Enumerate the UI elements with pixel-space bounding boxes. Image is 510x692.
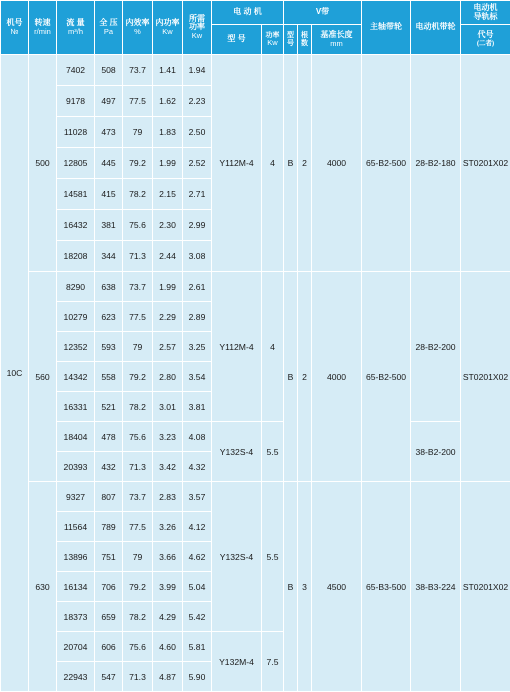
efficiency-cell: 79.2 [123, 572, 153, 602]
rail-code-cell: ST0201X02 [461, 272, 510, 482]
flow-cell: 16432 [57, 210, 95, 241]
pressure-cell: 547 [95, 662, 123, 692]
efficiency-cell: 71.3 [123, 452, 153, 482]
pressure-cell: 623 [95, 302, 123, 332]
col-header-internal-power [153, 1, 183, 55]
internal-power-cell: 1.41 [153, 55, 183, 86]
motor-pulley-cell: 28-B2-180 [411, 55, 461, 272]
pressure-cell: 606 [95, 632, 123, 662]
efficiency-cell: 73.7 [123, 55, 153, 86]
col-header-motor-power [262, 25, 284, 55]
required-power-cell: 3.08 [183, 241, 212, 272]
col-header-efficiency-label: 内效率 [126, 18, 150, 27]
flow-cell: 14581 [57, 179, 95, 210]
required-power-cell: 5.90 [183, 662, 212, 692]
col-header-pressure [95, 1, 123, 55]
main-pulley-cell: 65-B2-500 [362, 272, 411, 482]
internal-power-cell: 3.99 [153, 572, 183, 602]
efficiency-cell: 79 [123, 117, 153, 148]
col-header-rail-code-label: 代号 [478, 30, 494, 39]
flow-cell: 14342 [57, 362, 95, 392]
table-row [1, 422, 510, 452]
pressure-cell: 508 [95, 55, 123, 86]
internal-power-cell: 2.83 [153, 482, 183, 512]
col-header-speed-unit: r/min [34, 27, 51, 36]
flow-cell: 22943 [57, 662, 95, 692]
col-group-rail [461, 1, 510, 25]
col-group-vbelt: V带 [284, 1, 362, 25]
internal-power-cell: 1.99 [153, 272, 183, 302]
required-power-cell: 2.23 [183, 86, 212, 117]
col-header-motor-power-label: 功率 [266, 32, 280, 39]
flow-cell: 7402 [57, 55, 95, 86]
col-header-main-pulley: 主轴带轮 [362, 1, 411, 55]
flow-cell: 18373 [57, 602, 95, 632]
motor-model-cell: Y112M-4 [212, 55, 262, 272]
speed-cell: 500 [29, 55, 57, 272]
col-header-belt-type-label-1: 型 [287, 32, 294, 39]
col-header-model [1, 1, 29, 55]
flow-cell: 11028 [57, 117, 95, 148]
pressure-cell: 593 [95, 332, 123, 362]
belt-count-cell: 3 [298, 482, 312, 692]
col-header-belt-count [298, 25, 312, 55]
required-power-cell: 2.50 [183, 117, 212, 148]
internal-power-cell: 2.57 [153, 332, 183, 362]
pressure-cell: 558 [95, 362, 123, 392]
required-power-cell: 2.99 [183, 210, 212, 241]
col-header-motor-pulley: 电动机带轮 [411, 1, 461, 55]
internal-power-cell: 2.15 [153, 179, 183, 210]
motor-pulley-cell: 38-B3-224 [411, 482, 461, 692]
efficiency-cell: 79.2 [123, 148, 153, 179]
pressure-cell: 659 [95, 602, 123, 632]
col-header-model-label: 机号 [7, 18, 23, 27]
internal-power-cell: 4.87 [153, 662, 183, 692]
col-header-belt-count-label-2: 数 [301, 40, 308, 47]
efficiency-cell: 78.2 [123, 602, 153, 632]
required-power-cell: 4.12 [183, 512, 212, 542]
rail-code-cell: ST0201X02 [461, 482, 510, 692]
flow-cell: 12805 [57, 148, 95, 179]
efficiency-cell: 78.2 [123, 392, 153, 422]
pressure-cell: 751 [95, 542, 123, 572]
flow-cell: 18208 [57, 241, 95, 272]
efficiency-cell: 73.7 [123, 482, 153, 512]
internal-power-cell: 2.44 [153, 241, 183, 272]
required-power-cell: 2.89 [183, 302, 212, 332]
col-header-belt-count-label-1: 根 [301, 32, 308, 39]
belt-count-cell: 2 [298, 55, 312, 272]
pressure-cell: 706 [95, 572, 123, 602]
col-group-motor: 电 动 机 [212, 1, 284, 25]
flow-cell: 13896 [57, 542, 95, 572]
internal-power-cell: 1.62 [153, 86, 183, 117]
required-power-cell: 2.52 [183, 148, 212, 179]
efficiency-cell: 79 [123, 542, 153, 572]
col-header-motor-power-unit: Kw [267, 38, 277, 47]
pressure-cell: 473 [95, 117, 123, 148]
flow-cell: 9178 [57, 86, 95, 117]
table-row [1, 272, 510, 302]
efficiency-cell: 75.6 [123, 422, 153, 452]
speed-cell: 560 [29, 272, 57, 482]
flow-cell: 9327 [57, 482, 95, 512]
col-header-speed [29, 1, 57, 55]
pressure-cell: 445 [95, 148, 123, 179]
speed-cell: 630 [29, 482, 57, 692]
required-power-cell: 3.25 [183, 332, 212, 362]
internal-power-cell: 3.42 [153, 452, 183, 482]
main-pulley-cell: 65-B3-500 [362, 482, 411, 692]
belt-type-cell: B [284, 272, 298, 482]
col-header-belt-length-unit: mm [330, 39, 343, 48]
col-header-efficiency [123, 1, 153, 55]
required-power-cell: 3.81 [183, 392, 212, 422]
belt-count-cell: 2 [298, 272, 312, 482]
efficiency-cell: 75.6 [123, 632, 153, 662]
col-header-internal-power-unit: Kw [162, 27, 172, 36]
motor-power-cell: 5.5 [262, 422, 284, 482]
col-header-belt-type-label-2: 号 [287, 40, 294, 47]
efficiency-cell: 79 [123, 332, 153, 362]
col-header-rail-code [461, 25, 510, 55]
col-header-belt-length [312, 25, 362, 55]
efficiency-cell: 73.7 [123, 272, 153, 302]
col-header-required-power-unit: Kw [192, 31, 202, 40]
pressure-cell: 789 [95, 512, 123, 542]
col-header-required-power [183, 1, 212, 55]
internal-power-cell: 4.60 [153, 632, 183, 662]
pressure-cell: 381 [95, 210, 123, 241]
table-row [1, 55, 510, 86]
col-header-model-unit: № [10, 27, 18, 36]
motor-pulley-cell: 28-B2-200 [411, 272, 461, 422]
belt-length-cell: 4000 [312, 272, 362, 482]
col-header-flow-unit: m³/h [68, 27, 83, 36]
efficiency-cell: 77.5 [123, 302, 153, 332]
main-pulley-cell: 65-B2-500 [362, 55, 411, 272]
internal-power-cell: 2.80 [153, 362, 183, 392]
motor-model-cell: Y112M-4 [212, 272, 262, 422]
motor-model-cell: Y132S-4 [212, 422, 262, 482]
motor-model-cell: Y132M-4 [212, 632, 262, 692]
efficiency-cell: 71.3 [123, 662, 153, 692]
flow-cell: 20704 [57, 632, 95, 662]
col-header-internal-power-label: 内功率 [156, 18, 180, 27]
pressure-cell: 807 [95, 482, 123, 512]
col-header-required-power-label-2: 功率 [189, 22, 205, 31]
efficiency-cell: 75.6 [123, 210, 153, 241]
pressure-cell: 415 [95, 179, 123, 210]
flow-cell: 12352 [57, 332, 95, 362]
flow-cell: 20393 [57, 452, 95, 482]
pressure-cell: 521 [95, 392, 123, 422]
flow-cell: 10279 [57, 302, 95, 332]
efficiency-cell: 77.5 [123, 86, 153, 117]
rail-code-cell: ST0201X02 [461, 55, 510, 272]
col-group-rail-label-1: 电动机 [474, 3, 498, 12]
pressure-cell: 344 [95, 241, 123, 272]
col-header-flow [57, 1, 95, 55]
internal-power-cell: 1.83 [153, 117, 183, 148]
motor-model-cell: Y132S-4 [212, 482, 262, 632]
required-power-cell: 2.71 [183, 179, 212, 210]
required-power-cell: 5.04 [183, 572, 212, 602]
col-header-belt-type [284, 25, 298, 55]
efficiency-cell: 78.2 [123, 179, 153, 210]
flow-cell: 16331 [57, 392, 95, 422]
required-power-cell: 1.94 [183, 55, 212, 86]
flow-cell: 11564 [57, 512, 95, 542]
internal-power-cell: 1.99 [153, 148, 183, 179]
col-header-rail-code-note: (二者) [477, 40, 494, 47]
pressure-cell: 497 [95, 86, 123, 117]
motor-power-cell: 5.5 [262, 482, 284, 632]
required-power-cell: 2.61 [183, 272, 212, 302]
internal-power-cell: 3.26 [153, 512, 183, 542]
belt-type-cell: B [284, 55, 298, 272]
motor-power-cell: 7.5 [262, 632, 284, 692]
required-power-cell: 4.08 [183, 422, 212, 452]
internal-power-cell: 3.66 [153, 542, 183, 572]
motor-power-cell: 4 [262, 55, 284, 272]
table-row [1, 482, 510, 512]
internal-power-cell: 2.30 [153, 210, 183, 241]
required-power-cell: 5.81 [183, 632, 212, 662]
required-power-cell: 5.42 [183, 602, 212, 632]
flow-cell: 18404 [57, 422, 95, 452]
col-header-efficiency-unit: % [134, 27, 141, 36]
col-header-required-power-label-1: 所需 [189, 14, 205, 23]
pressure-cell: 638 [95, 272, 123, 302]
required-power-cell: 3.57 [183, 482, 212, 512]
motor-pulley-cell: 38-B2-200 [411, 422, 461, 482]
efficiency-cell: 77.5 [123, 512, 153, 542]
internal-power-cell: 3.23 [153, 422, 183, 452]
col-group-rail-label-2: 导轨标 [474, 12, 498, 21]
flow-cell: 16134 [57, 572, 95, 602]
col-header-flow-label: 流 量 [66, 18, 84, 27]
model-no-cell: 10C [1, 55, 29, 692]
internal-power-cell: 4.29 [153, 602, 183, 632]
required-power-cell: 3.54 [183, 362, 212, 392]
efficiency-cell: 71.3 [123, 241, 153, 272]
col-header-belt-length-label: 基准长度 [321, 30, 353, 39]
efficiency-cell: 79.2 [123, 362, 153, 392]
required-power-cell: 4.32 [183, 452, 212, 482]
belt-length-cell: 4500 [312, 482, 362, 692]
col-header-pressure-label: 全 压 [99, 18, 117, 27]
required-power-cell: 4.62 [183, 542, 212, 572]
col-header-pressure-unit: Pa [104, 27, 113, 36]
belt-type-cell: B [284, 482, 298, 692]
flow-cell: 8290 [57, 272, 95, 302]
col-header-motor-model: 型 号 [212, 25, 262, 55]
col-header-speed-label: 转速 [35, 18, 51, 27]
pressure-cell: 478 [95, 422, 123, 452]
internal-power-cell: 3.01 [153, 392, 183, 422]
belt-length-cell: 4000 [312, 55, 362, 272]
motor-power-cell: 4 [262, 272, 284, 422]
internal-power-cell: 2.29 [153, 302, 183, 332]
table-body [1, 55, 510, 692]
pressure-cell: 432 [95, 452, 123, 482]
